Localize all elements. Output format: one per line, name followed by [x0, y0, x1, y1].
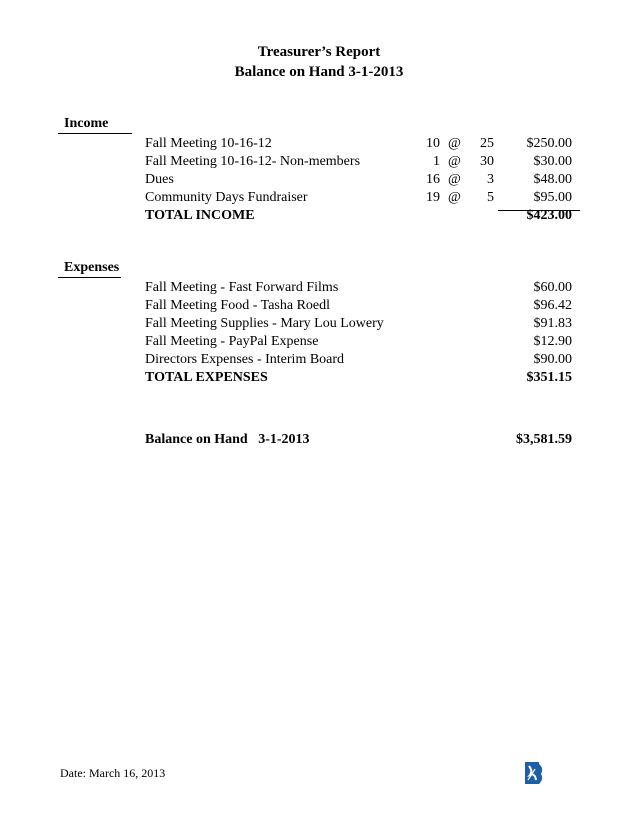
income-item-at: @	[448, 154, 461, 169]
expense-row	[0, 351, 638, 369]
expense-item-label: Fall Meeting - Fast Forward Films	[145, 280, 339, 295]
income-item-qty: 10	[426, 136, 440, 151]
organization-logo-icon	[523, 760, 545, 786]
expense-item-amount: $90.00	[533, 352, 572, 367]
income-item-label: Dues	[145, 172, 174, 187]
expense-item-amount: $60.00	[533, 280, 572, 295]
income-item-rate: 30	[480, 154, 494, 169]
income-item-label: Community Days Fundraiser	[145, 190, 308, 205]
expense-item-label: Fall Meeting - PayPal Expense	[145, 334, 319, 349]
expense-row	[0, 333, 638, 351]
income-item-rate: 25	[480, 136, 494, 151]
expense-item-amount: $91.83	[533, 316, 572, 331]
income-item-label: Fall Meeting 10-16-12- Non-members	[145, 154, 361, 169]
balance-row	[0, 431, 638, 449]
income-item-rate: 5	[487, 190, 494, 205]
income-item-at: @	[448, 136, 461, 151]
expenses-total-row	[0, 369, 638, 387]
income-item-label: Fall Meeting 10-16-12	[145, 136, 272, 151]
expenses-total-amount: $351.15	[526, 370, 572, 385]
balance-label: Balance on Hand 3-1-2013	[145, 432, 310, 447]
income-total-row	[0, 207, 638, 225]
expense-row	[0, 315, 638, 333]
income-item-amount: $95.00	[533, 190, 572, 205]
income-row	[0, 189, 638, 207]
income-item-qty: 1	[433, 154, 440, 169]
income-item-amount: $30.00	[533, 154, 572, 169]
footer-date: Date: March 16, 2013	[60, 766, 166, 780]
income-item-amount: $250.00	[526, 136, 572, 151]
income-row	[0, 171, 638, 189]
income-item-at: @	[448, 190, 461, 205]
income-row	[0, 153, 638, 171]
expense-row	[0, 279, 638, 297]
income-item-rate: 3	[487, 172, 494, 187]
income-item-at: @	[448, 172, 461, 187]
income-heading: Income	[58, 116, 132, 134]
expense-item-amount: $96.42	[533, 298, 572, 313]
report-title: Treasurer’s Report	[257, 44, 381, 60]
income-item-qty: 19	[426, 190, 440, 205]
report-subtitle: Balance on Hand 3-1-2013	[234, 64, 404, 80]
income-row	[0, 135, 638, 153]
expense-item-label: Fall Meeting Supplies - Mary Lou Lowery	[145, 316, 384, 331]
income-item-qty: 16	[426, 172, 440, 187]
expense-item-label: Directors Expenses - Interim Board	[145, 352, 345, 367]
balance-amount: $3,581.59	[516, 432, 572, 447]
expense-row	[0, 297, 638, 315]
income-item-amount: $48.00	[533, 172, 572, 187]
expenses-total-label: TOTAL EXPENSES	[145, 370, 268, 385]
income-total-amount: $423.00	[526, 208, 572, 223]
expense-item-label: Fall Meeting Food - Tasha Roedl	[145, 298, 331, 313]
expense-item-amount: $12.90	[533, 334, 572, 349]
expenses-heading: Expenses	[58, 260, 121, 278]
income-total-label: TOTAL INCOME	[145, 208, 255, 223]
